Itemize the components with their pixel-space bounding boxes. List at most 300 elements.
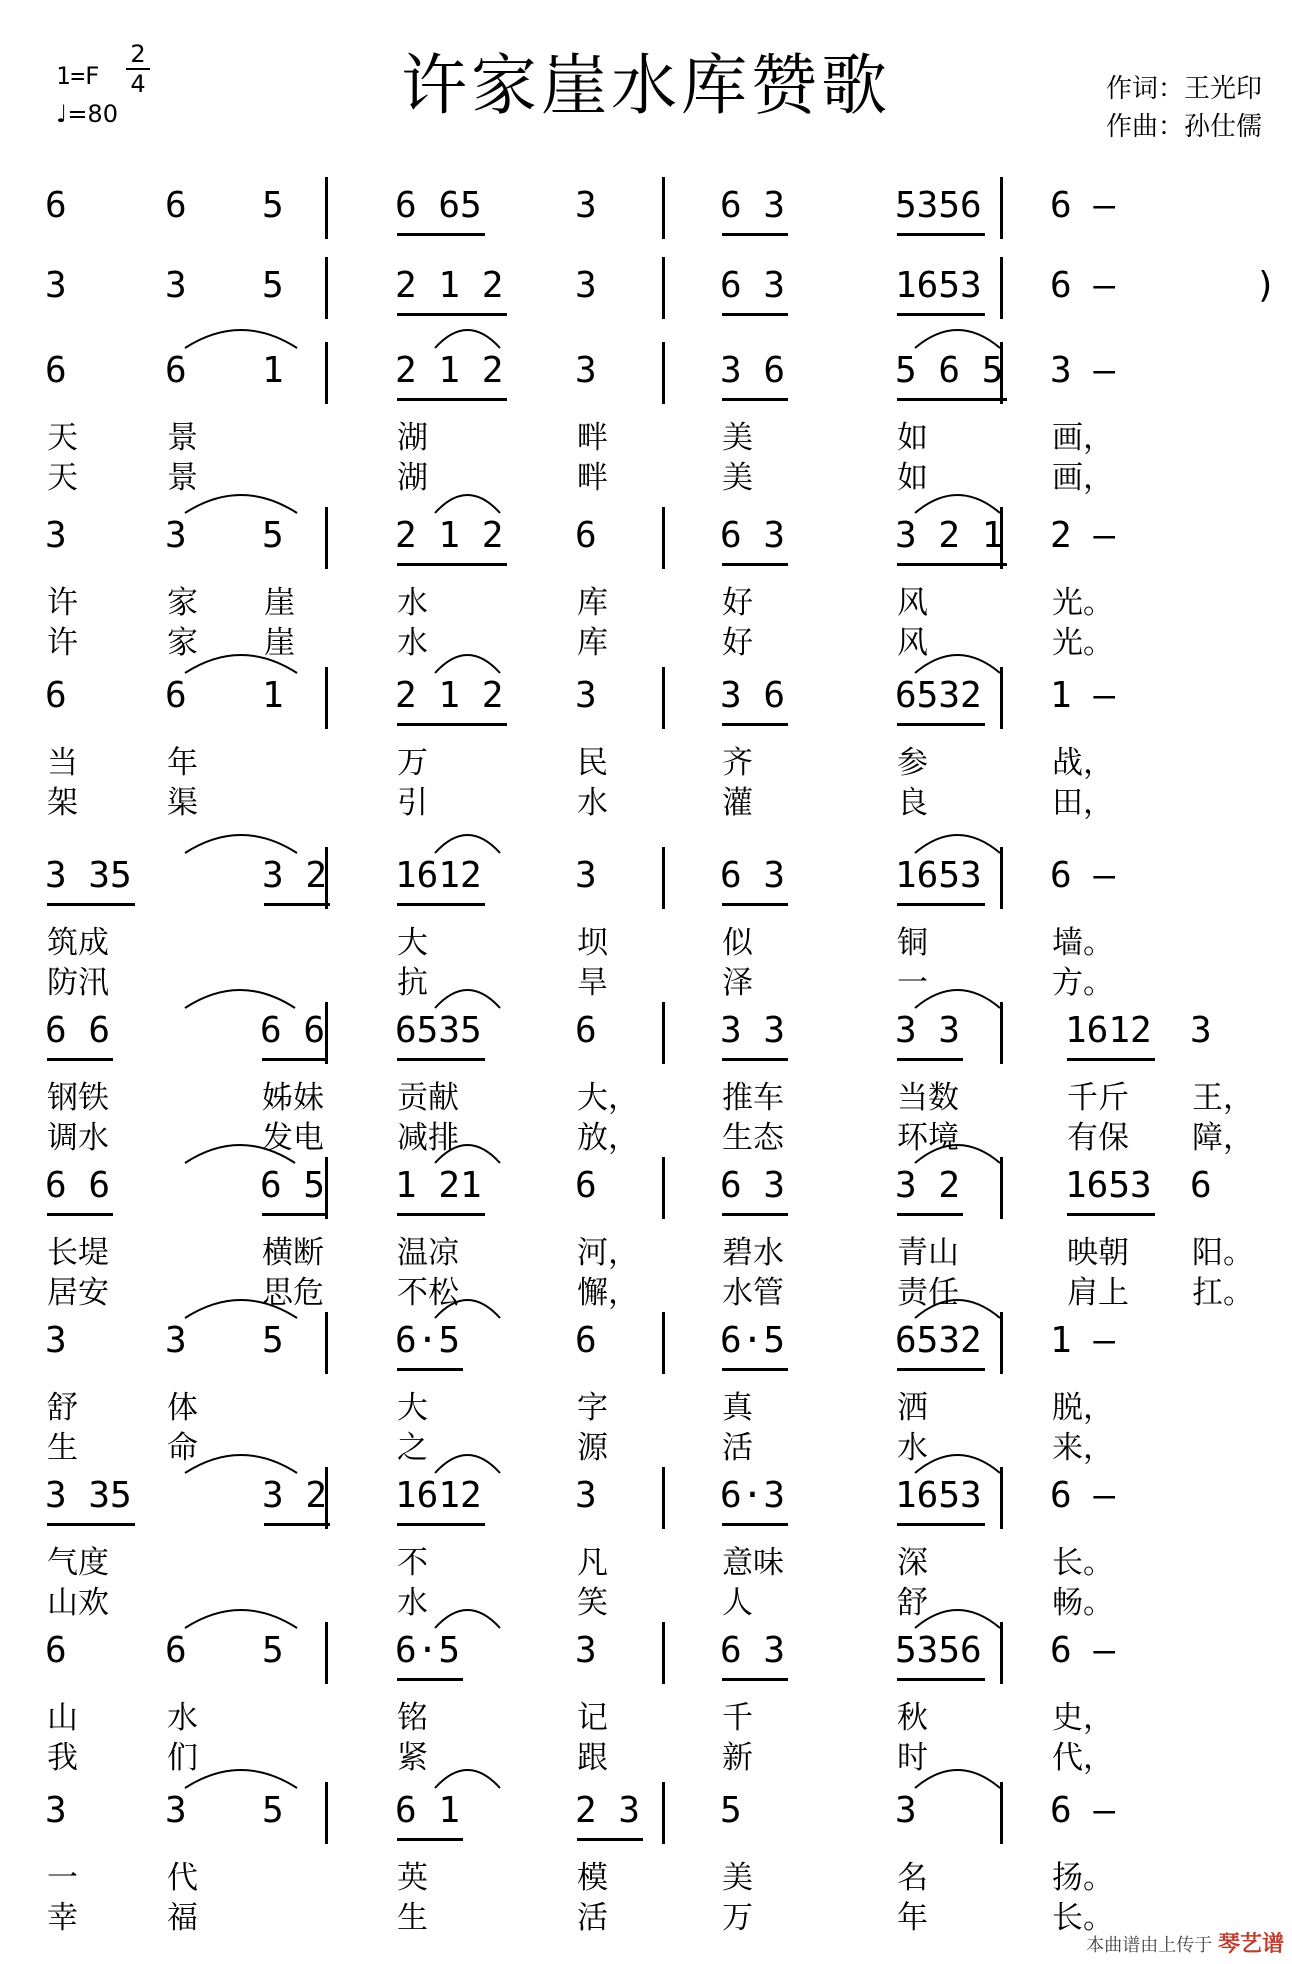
lyric-syllable: 泽: [722, 965, 753, 1001]
lyric-syllable: 水: [897, 1430, 928, 1466]
lyric-syllable: 新: [722, 1740, 753, 1776]
beam-underline: [397, 398, 507, 401]
slur: [435, 495, 500, 513]
note-group: 3: [45, 1790, 67, 1831]
lyric-syllable: 千斤: [1067, 1080, 1129, 1116]
lyric-syllable: 们: [167, 1740, 198, 1776]
lyric-syllable: 生: [47, 1430, 78, 1466]
lyric-syllable: 史，: [1052, 1700, 1114, 1736]
beam-underline: [397, 1058, 485, 1061]
slur: [915, 330, 1000, 348]
lyric-syllable: 万: [397, 745, 428, 781]
slur: [185, 990, 295, 1008]
lyric-syllable: 钢铁: [47, 1080, 109, 1116]
closing-parenthesis: ): [1255, 265, 1277, 306]
note-group: 6: [45, 1630, 67, 1671]
slur: [435, 1770, 500, 1788]
lyric-syllable: 一: [47, 1860, 78, 1896]
note-group: 2 1 2: [395, 675, 504, 716]
lyric-syllable: 时: [897, 1740, 928, 1776]
bar-line: [325, 177, 328, 239]
slur: [915, 1455, 1000, 1473]
note-group: 6 –: [1050, 855, 1116, 896]
slur: [915, 1145, 1000, 1163]
lyric-syllable: 舒: [47, 1390, 78, 1426]
lyric-syllable: 战，: [1052, 745, 1114, 781]
lyric-syllable: 王，: [1192, 1080, 1254, 1116]
note-group: 5 6 5: [895, 350, 1004, 391]
lyric-syllable: 模: [577, 1860, 608, 1896]
slur-arcs: [0, 1129, 1292, 1169]
lyric-syllable: 畔: [577, 460, 608, 496]
lyric-syllable: 大，: [577, 1080, 639, 1116]
note-group: 6: [575, 1320, 597, 1361]
slur: [185, 1145, 295, 1163]
note-group: 3 2: [895, 1165, 961, 1206]
note-group: 3 3: [895, 1010, 961, 1051]
note-group: 5: [262, 1790, 284, 1831]
lyric-syllable: 家: [167, 585, 198, 621]
bar-line: [325, 257, 328, 319]
note-group: 1612: [395, 1475, 482, 1516]
note-group: 6: [45, 675, 67, 716]
lyric-syllable: 风: [897, 585, 928, 621]
lyric-syllable: 环境: [897, 1120, 959, 1156]
beam-underline: [897, 723, 985, 726]
note-group: 5: [720, 1790, 742, 1831]
beam-underline: [1067, 1058, 1155, 1061]
beam-underline: [264, 1523, 330, 1526]
lyric-syllable: 我: [47, 1740, 78, 1776]
lyric-syllable: 好: [722, 585, 753, 621]
note-group: 6 3: [720, 855, 786, 896]
lyric-syllable: 碧水: [722, 1235, 784, 1271]
lyric-syllable: 有保: [1067, 1120, 1129, 1156]
lyric-syllable: 大: [397, 1390, 428, 1426]
lyric-syllable: 居安: [47, 1275, 109, 1311]
note-group: 6 3: [720, 1630, 786, 1671]
lyric-syllable: 光。: [1052, 585, 1114, 621]
note-group: 6: [165, 675, 187, 716]
lyricist: 作词：王光印: [1105, 74, 1262, 104]
lyric-syllable: 如: [897, 460, 928, 496]
note-group: 3 6: [720, 675, 786, 716]
note-group: 3: [575, 1475, 597, 1516]
note-group: 3: [165, 265, 187, 306]
lyric-syllable: 懈，: [577, 1275, 639, 1311]
beam-underline: [264, 903, 330, 906]
lyric-syllable: 似: [722, 925, 753, 961]
lyric-syllable: 景: [167, 460, 198, 496]
lyric-syllable: 阳。: [1192, 1235, 1254, 1271]
note-group: 6: [575, 1165, 597, 1206]
lyric-syllable: 灌: [722, 785, 753, 821]
note-group: 6 3: [720, 1165, 786, 1206]
lyric-syllable: 库: [577, 625, 608, 661]
note-group: 2 3: [575, 1790, 641, 1831]
lyric-syllable: 人: [722, 1585, 753, 1621]
note-group: 1612: [1065, 1010, 1152, 1051]
slur: [915, 495, 1000, 513]
beam-underline: [897, 1058, 963, 1061]
note-group: 3: [165, 1320, 187, 1361]
note-group: 3: [575, 185, 597, 226]
slur: [185, 835, 297, 853]
lyric-syllable: 当: [47, 745, 78, 781]
slur: [915, 1300, 1000, 1318]
note-group: 5356: [895, 1630, 982, 1671]
note-group: 3: [45, 265, 67, 306]
lyric-syllable: 畅。: [1052, 1585, 1114, 1621]
beam-underline: [262, 1213, 328, 1216]
note-group: 3: [165, 515, 187, 556]
footer-note: 本曲谱由上传于: [1086, 1935, 1213, 1956]
note-group: 5: [262, 1320, 284, 1361]
lyric-syllable: 田，: [1052, 785, 1114, 821]
note-group: 3 35: [45, 1475, 132, 1516]
note-group: 6 –: [1050, 1475, 1116, 1516]
note-group: 6: [165, 1630, 187, 1671]
footer-brand: 琴艺谱: [1217, 1932, 1284, 1957]
lyric-syllable: 调水: [47, 1120, 109, 1156]
slur: [435, 990, 500, 1008]
lyric-syllable: 水: [397, 625, 428, 661]
beam-underline: [47, 1058, 113, 1061]
bar-line: [662, 177, 665, 239]
lyric-syllable: 湖: [397, 420, 428, 456]
slur-arcs: [0, 974, 1292, 1014]
note-group: 6 5: [260, 1165, 326, 1206]
note-group: 2 –: [1050, 515, 1116, 556]
slur: [185, 1610, 297, 1628]
lyric-syllable: 崖: [264, 585, 295, 621]
beam-underline: [47, 1213, 113, 1216]
note-group: 3 6: [720, 350, 786, 391]
beam-underline: [722, 1368, 788, 1371]
note-group: 1653: [1065, 1165, 1152, 1206]
note-group: 6535: [395, 1010, 482, 1051]
note-group: 3: [575, 350, 597, 391]
lyric-syllable: 水: [397, 1585, 428, 1621]
lyric-syllable: 好: [722, 625, 753, 661]
lyric-syllable: 紧: [397, 1740, 428, 1776]
beam-underline: [397, 1368, 463, 1371]
beam-underline: [897, 1368, 985, 1371]
beam-underline: [722, 1213, 788, 1216]
beam-underline: [897, 1523, 985, 1526]
lyric-syllable: 肩上: [1067, 1275, 1129, 1311]
note-group: 3 3: [720, 1010, 786, 1051]
note-group: 3: [895, 1790, 917, 1831]
note-group: 6·5: [720, 1320, 786, 1361]
note-group: 3: [165, 1790, 187, 1831]
lyric-syllable: 旱: [577, 965, 608, 1001]
lyric-syllable: 青山: [897, 1235, 959, 1271]
lyric-syllable: 映朝: [1067, 1235, 1129, 1271]
note-group: 5: [262, 185, 284, 226]
lyric-syllable: 福: [167, 1900, 198, 1936]
note-group: 1653: [895, 265, 982, 306]
lyric-syllable: 不: [397, 1545, 428, 1581]
lyric-syllable: 美: [722, 1860, 753, 1896]
lyric-syllable: 跟: [577, 1740, 608, 1776]
note-group: 3: [575, 855, 597, 896]
slur: [435, 330, 500, 348]
lyric-syllable: 放，: [577, 1120, 639, 1156]
lyric-syllable: 代: [167, 1860, 198, 1896]
beam-underline: [897, 233, 985, 236]
note-group: 6 6: [45, 1165, 111, 1206]
lyric-syllable: 推车: [722, 1080, 784, 1116]
time-signature-top: 2: [130, 40, 146, 68]
lyric-syllable: 光。: [1052, 625, 1114, 661]
lyric-syllable: 水: [397, 585, 428, 621]
slur: [185, 330, 297, 348]
lyric-syllable: 家: [167, 625, 198, 661]
lyric-syllable: 水管: [722, 1275, 784, 1311]
note-group: 1: [262, 675, 284, 716]
lyric-syllable: 方。: [1052, 965, 1114, 1001]
lyric-syllable: 如: [897, 420, 928, 456]
lyric-syllable: 抗: [397, 965, 428, 1001]
lyric-syllable: 减排: [397, 1120, 459, 1156]
slur-arcs: [0, 639, 1292, 679]
slur: [185, 1300, 297, 1318]
beam-underline: [722, 563, 788, 566]
lyric-syllable: 生: [397, 1900, 428, 1936]
lyric-syllable: 气度: [47, 1545, 109, 1581]
lyric-syllable: 横断: [262, 1235, 324, 1271]
note-group: 6 –: [1050, 185, 1116, 226]
note-group: 1653: [895, 1475, 982, 1516]
slur: [435, 1610, 500, 1628]
note-group: 5: [262, 515, 284, 556]
beam-underline: [397, 1523, 485, 1526]
lyric-syllable: 脱，: [1052, 1390, 1114, 1426]
slur: [435, 835, 500, 853]
lyric-syllable: 名: [897, 1860, 928, 1896]
lyric-syllable: 防汛: [47, 965, 109, 1001]
lyric-syllable: 坝: [577, 925, 608, 961]
note-group: 1 –: [1050, 1320, 1116, 1361]
note-group: 3: [575, 675, 597, 716]
note-group: 1612: [395, 855, 482, 896]
note-group: 3: [1190, 1010, 1212, 1051]
slur: [185, 1455, 297, 1473]
note-group: 6 3: [720, 185, 786, 226]
beam-underline: [897, 903, 985, 906]
lyric-syllable: 水: [577, 785, 608, 821]
lyric-syllable: 活: [577, 1900, 608, 1936]
note-group: 3 2 1: [895, 515, 1004, 556]
beam-underline: [577, 1838, 643, 1841]
note-group: 2 1 2: [395, 265, 504, 306]
lyric-syllable: 笑: [577, 1585, 608, 1621]
bar-line: [1000, 257, 1003, 319]
lyric-syllable: 命: [167, 1430, 198, 1466]
beam-underline: [262, 1058, 328, 1061]
lyric-syllable: 铜: [897, 925, 928, 961]
lyric-syllable: 字: [577, 1390, 608, 1426]
lyric-syllable: 之: [397, 1430, 428, 1466]
slur-arcs: [0, 1594, 1292, 1634]
slur-arcs: [0, 314, 1292, 354]
lyric-syllable: 体: [167, 1390, 198, 1426]
lyric-syllable: 温凉: [397, 1235, 459, 1271]
note-group: 6: [165, 350, 187, 391]
slur: [435, 1145, 500, 1163]
slur-arcs: [0, 1284, 1292, 1324]
lyric-syllable: 源: [577, 1430, 608, 1466]
beam-underline: [897, 1678, 985, 1681]
lyric-syllable: 记: [577, 1700, 608, 1736]
lyric-syllable: 库: [577, 585, 608, 621]
note-group: 1 21: [395, 1165, 482, 1206]
lyric-syllable: 一: [897, 965, 928, 1001]
slur-arcs: [0, 819, 1292, 859]
beam-underline: [397, 233, 485, 236]
slur-arcs: [0, 1754, 1292, 1794]
beam-underline: [722, 1678, 788, 1681]
slur: [435, 655, 500, 673]
lyric-syllable: 崖: [264, 625, 295, 661]
beam-underline: [47, 1523, 135, 1526]
note-group: 6 –: [1050, 265, 1116, 306]
lyric-syllable: 意味: [722, 1545, 784, 1581]
lyric-syllable: 深: [897, 1545, 928, 1581]
lyric-syllable: 许: [47, 625, 78, 661]
slur: [915, 1610, 1000, 1628]
lyric-syllable: 年: [897, 1900, 928, 1936]
lyric-syllable: 扛。: [1192, 1275, 1254, 1311]
tempo-marking: ♩=80: [56, 100, 118, 128]
slur: [435, 1300, 500, 1318]
slur-arcs: [0, 479, 1292, 519]
beam-underline: [722, 1523, 788, 1526]
note-group: 6 3: [720, 265, 786, 306]
note-group: 6532: [895, 1320, 982, 1361]
beam-underline: [397, 1838, 463, 1841]
bar-line: [662, 257, 665, 319]
beam-underline: [397, 1213, 485, 1216]
lyric-syllable: 千: [722, 1700, 753, 1736]
note-group: 6 65: [395, 185, 482, 226]
lyric-syllable: 英: [397, 1860, 428, 1896]
note-group: 3 2: [262, 1475, 328, 1516]
lyric-syllable: 秋: [897, 1700, 928, 1736]
note-group: 1 –: [1050, 675, 1116, 716]
beam-underline: [397, 1678, 463, 1681]
lyric-syllable: 引: [397, 785, 428, 821]
lyric-syllable: 美: [722, 420, 753, 456]
note-group: 6: [575, 1010, 597, 1051]
lyric-syllable: 山: [47, 1700, 78, 1736]
slur: [915, 990, 1000, 1008]
slur: [185, 655, 297, 673]
note-group: 6 –: [1050, 1790, 1116, 1831]
lyric-syllable: 代，: [1052, 1740, 1114, 1776]
lyric-syllable: 发电: [262, 1120, 324, 1156]
lyric-syllable: 美: [722, 460, 753, 496]
credits: [1106, 70, 1262, 146]
beam-underline: [397, 903, 485, 906]
lyric-syllable: 景: [167, 420, 198, 456]
note-group: 6·5: [395, 1320, 461, 1361]
lyric-syllable: 大: [397, 925, 428, 961]
note-group: 6 6: [45, 1010, 111, 1051]
lyric-syllable: 舒: [897, 1585, 928, 1621]
lyric-syllable: 画，: [1052, 420, 1114, 456]
lyric-syllable: 渠: [167, 785, 198, 821]
bar-line: [1000, 177, 1003, 239]
beam-underline: [397, 723, 507, 726]
lyric-syllable: 来，: [1052, 1430, 1114, 1466]
beam-underline: [397, 563, 507, 566]
slur-arcs: [0, 1439, 1292, 1479]
lyric-syllable: 筑成: [47, 925, 109, 961]
note-group: 6: [1190, 1165, 1212, 1206]
lyric-syllable: 许: [47, 585, 78, 621]
slur: [915, 835, 1000, 853]
lyric-syllable: 画，: [1052, 460, 1114, 496]
note-group: 3: [45, 1320, 67, 1361]
note-group: 6·3: [720, 1475, 786, 1516]
note-group: 5: [262, 1630, 284, 1671]
slur: [435, 1455, 500, 1473]
note-group: 6: [45, 350, 67, 391]
note-group: 3: [45, 515, 67, 556]
lyric-syllable: 活: [722, 1430, 753, 1466]
beam-underline: [722, 398, 788, 401]
note-group: 3 2: [262, 855, 328, 896]
lyric-syllable: 铭: [397, 1700, 428, 1736]
note-group: 6 3: [720, 515, 786, 556]
lyric-syllable: 不松: [397, 1275, 459, 1311]
lyric-syllable: 真: [722, 1390, 753, 1426]
beam-underline: [897, 398, 1007, 401]
footer: [1086, 1927, 1284, 1958]
lyric-syllable: 墙。: [1052, 925, 1114, 961]
key-signature: 1=F: [56, 62, 100, 90]
beam-underline: [1067, 1213, 1155, 1216]
lyric-syllable: 湖: [397, 460, 428, 496]
lyric-syllable: 障，: [1192, 1120, 1254, 1156]
lyric-syllable: 风: [897, 625, 928, 661]
composer: 作曲：孙仕儒: [1105, 112, 1262, 142]
lyric-syllable: 年: [167, 745, 198, 781]
lyric-syllable: 参: [897, 745, 928, 781]
note-group: 6: [165, 185, 187, 226]
time-signature: [126, 40, 150, 98]
beam-underline: [897, 1213, 963, 1216]
page-title: 许家崖水库赞歌: [401, 47, 891, 124]
beam-underline: [722, 903, 788, 906]
note-group: 6: [575, 515, 597, 556]
lyric-syllable: 天: [47, 460, 78, 496]
lyric-syllable: 幸: [47, 1900, 78, 1936]
lyric-syllable: 架: [47, 785, 78, 821]
note-group: 6: [45, 185, 67, 226]
lyric-syllable: 责任: [897, 1275, 959, 1311]
beam-underline: [722, 1058, 788, 1061]
lyric-syllable: 齐: [722, 745, 753, 781]
lyric-syllable: 水: [167, 1700, 198, 1736]
lyric-syllable: 当数: [897, 1080, 959, 1116]
note-group: 2 1 2: [395, 350, 504, 391]
lyric-syllable: 姊妹: [262, 1080, 324, 1116]
slur: [185, 495, 297, 513]
lyric-syllable: 扬。: [1052, 1860, 1114, 1896]
